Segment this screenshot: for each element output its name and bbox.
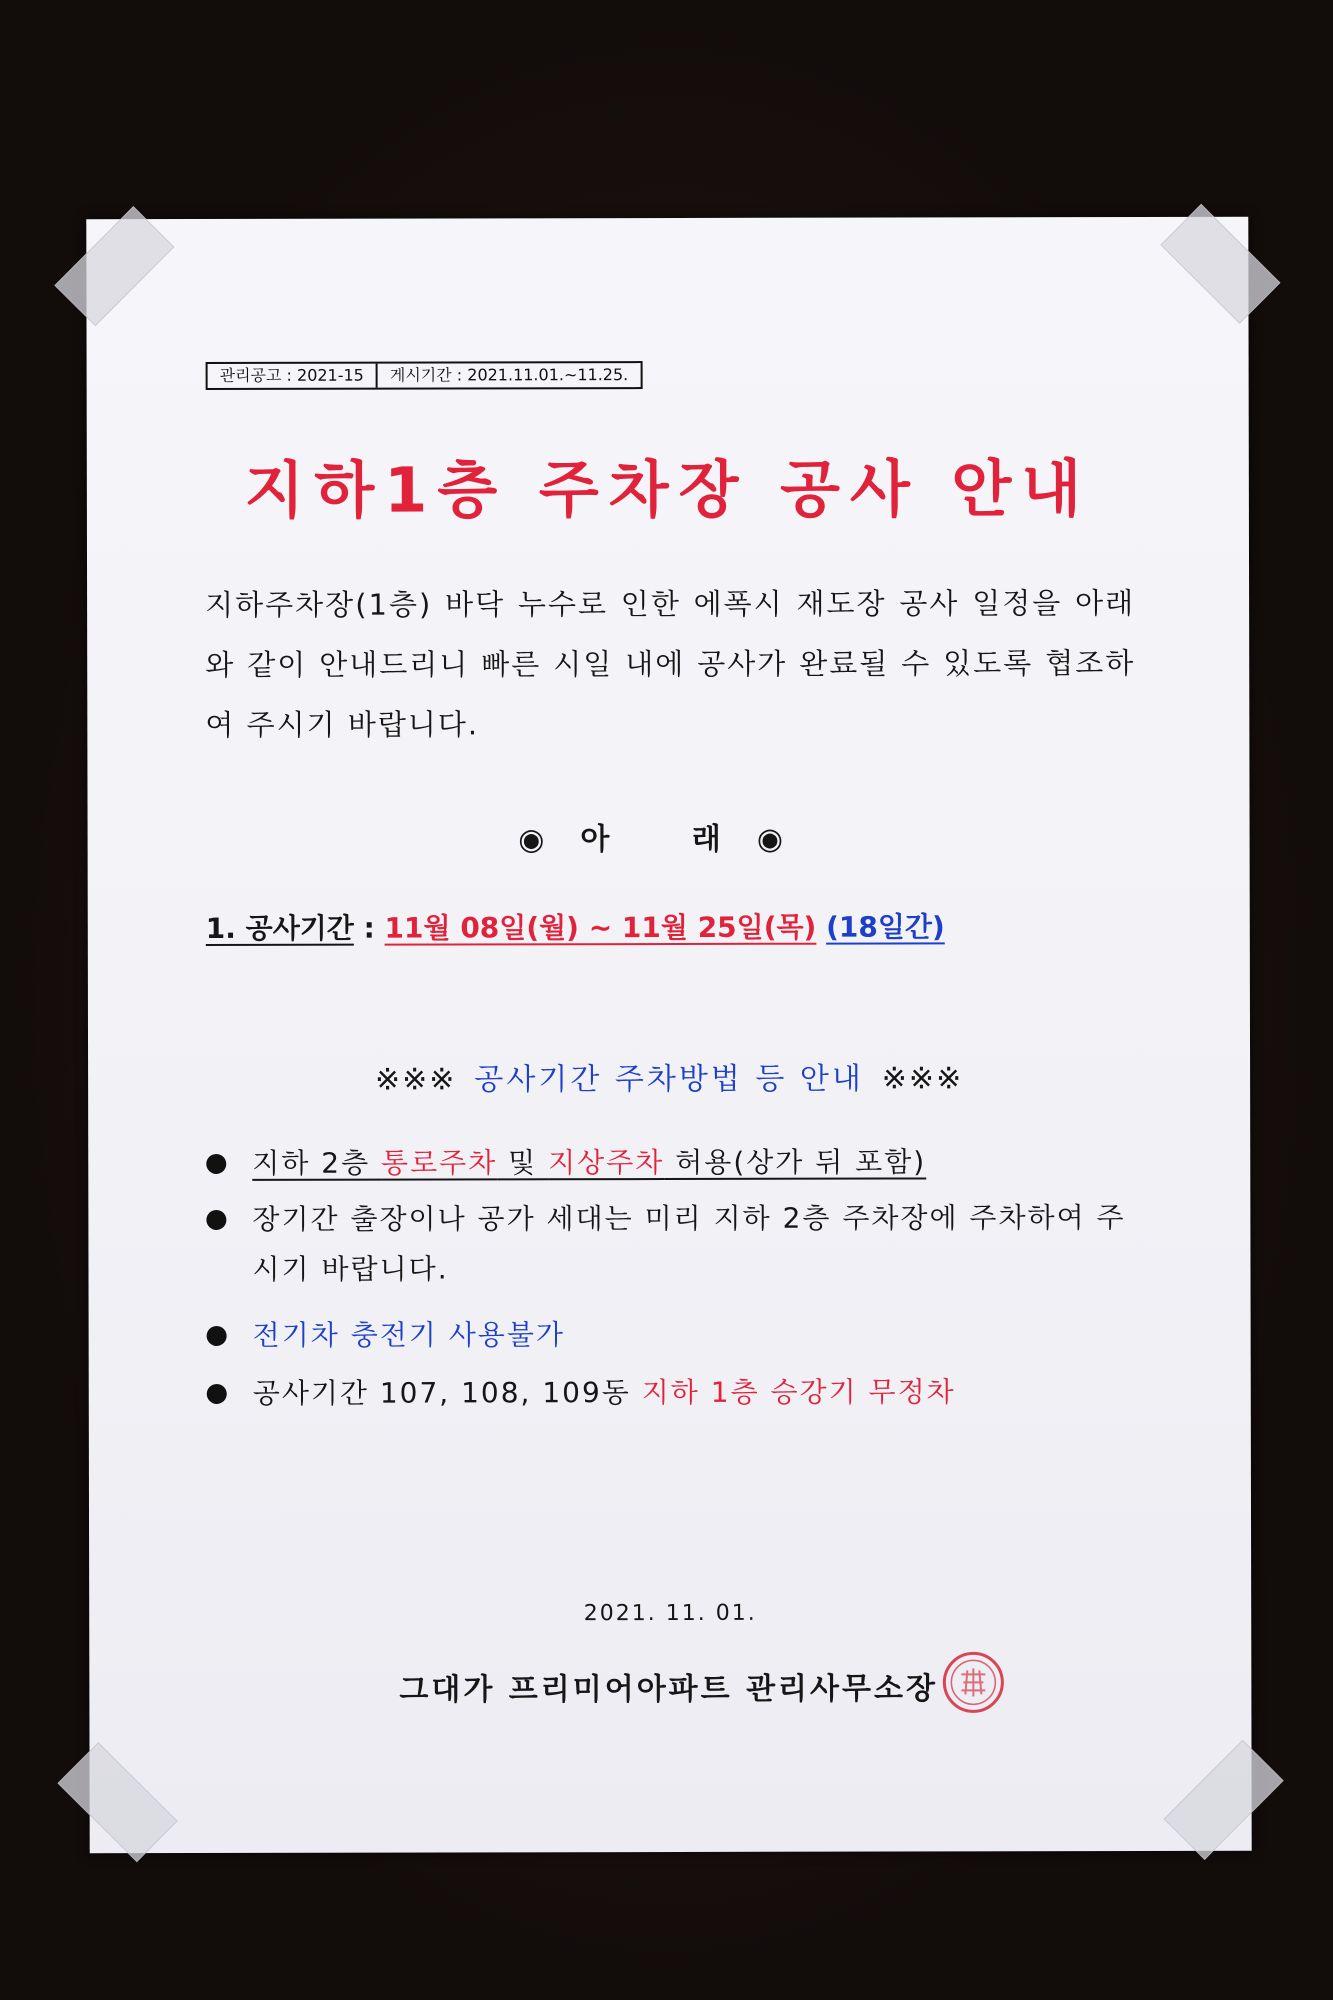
bullet-dot-icon — [207, 1326, 227, 1346]
bullet-dot-icon — [206, 1210, 226, 1230]
reference-mark-left: ※※※ — [374, 1062, 457, 1098]
bullet-2-text: 장기간 출장이나 공가 세대는 미리 지하 2층 주차장에 주차하여 주시기 바랍니다. — [252, 1201, 1126, 1286]
issuing-office: 그대가 프리미어아파트 관리사무소장 — [399, 1671, 938, 1708]
bullet-3-text: 전기차 충전기 사용불가 — [252, 1318, 565, 1352]
bullet-4-elevator: 지하 1층 승강기 무정차 — [641, 1375, 956, 1410]
notice-paper — [86, 217, 1251, 1853]
posting-period: 게시기간 : 2021.11.01.~11.25. — [389, 365, 629, 385]
fisheye-circle-icon: ◉ — [756, 821, 820, 857]
section-marker-label: 아 래 — [580, 821, 757, 858]
bullet-4-part: 공사기간 107, 108, 109동 — [252, 1376, 642, 1410]
bullet-1-part: 지하 2층 — [252, 1146, 382, 1180]
period-duration: (18일간) — [826, 910, 945, 944]
parking-guide-heading — [88, 1053, 1250, 1099]
bullet-1-ground-parking: 지상주차 — [548, 1146, 665, 1180]
period-colon: : — [353, 911, 385, 945]
construction-period — [206, 905, 945, 947]
list-item — [207, 1309, 1137, 1369]
notice-header-box — [206, 361, 643, 390]
fisheye-circle-icon: ◉ — [518, 822, 581, 858]
notice-intro: 지하주차장(1층) 바닥 누수로 인한 에폭시 재도장 공사 일정을 아래와 같이 안내드리니 빠른 시일 내에 공사가 완료될 수 있도록 협조하여 주시기 바랍니다. — [205, 586, 1136, 742]
bullet-dot-icon — [207, 1384, 227, 1404]
bullet-1-part: 및 — [497, 1146, 549, 1180]
bullet-dot-icon — [206, 1154, 226, 1174]
bullet-1-part: 허용(상가 뒤 포함) — [664, 1145, 927, 1180]
bullet-1-aisle-parking: 통로주차 — [380, 1146, 498, 1180]
parking-guide-heading-text: 공사기간 주차방법 등 안내 — [474, 1061, 864, 1098]
list-item — [207, 1367, 1137, 1425]
notice-number: 관리공고 : 2021-15 — [219, 365, 364, 385]
period-label: 1. 공사기간 — [205, 911, 354, 945]
bullet-1-text — [252, 1145, 926, 1179]
list-item — [206, 1137, 1136, 1195]
period-range: 11월 08일(월) ~ 11월 25일(목) — [384, 910, 817, 945]
official-seal-icon — [941, 1650, 1005, 1714]
notice-date: 2021. 11. 01. — [583, 1600, 757, 1627]
parking-guide-list — [206, 1137, 1137, 1425]
notice-title: 지하1층 주차장 공사 안내 — [244, 452, 1092, 527]
list-item — [206, 1193, 1136, 1311]
section-marker — [88, 813, 1250, 859]
reference-mark-right: ※※※ — [881, 1061, 964, 1097]
